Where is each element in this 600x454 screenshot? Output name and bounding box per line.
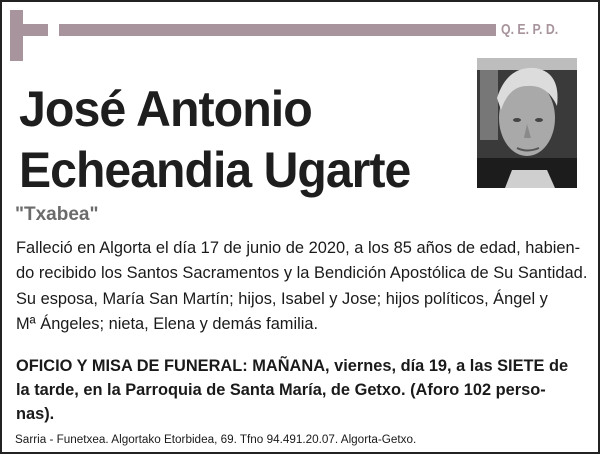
funeral-text-line: OFICIO Y MISA DE FUNERAL: MAÑANA, viernes, día 19, a las SIETE de (16, 356, 569, 375)
deceased-name-line2: Echeandia Ugarte (19, 142, 411, 198)
funeral-text-line: nas). (16, 404, 55, 423)
funeral-text-line: la tarde, en la Parroquia de Santa María, de Getxo. (Aforo 102 perso- (16, 380, 546, 399)
family-text-line: Mª Ángeles; nieta, Elena y demás familia. (16, 314, 319, 333)
family-text-line: Su esposa, María San Martín; hijos, Isabel y Jose; hijos políticos, Ángel y (16, 289, 548, 308)
deceased-name-line1: José Antonio (19, 81, 312, 137)
header-rule (59, 24, 496, 36)
funeral-home-footer: Sarria - Funetxea. Algortako Etorbidea, 69. Tfno 94.491.20.07. Algorta-Getxo. (15, 434, 417, 446)
deceased-alias: "Txabea" (15, 204, 99, 225)
death-text-line: Falleció en Algorta el día 17 de junio de 2020, a los 85 años de edad, habien- (16, 238, 581, 257)
qepd-label: Q. E. P. D. (501, 21, 559, 38)
death-text-line: do recibido los Santos Sacramentos y la Bendición Apostólica de Su Santidad. (16, 263, 588, 282)
portrait-photo (477, 58, 577, 188)
portrait-icon (477, 58, 577, 188)
cross-icon-arm (10, 24, 48, 36)
